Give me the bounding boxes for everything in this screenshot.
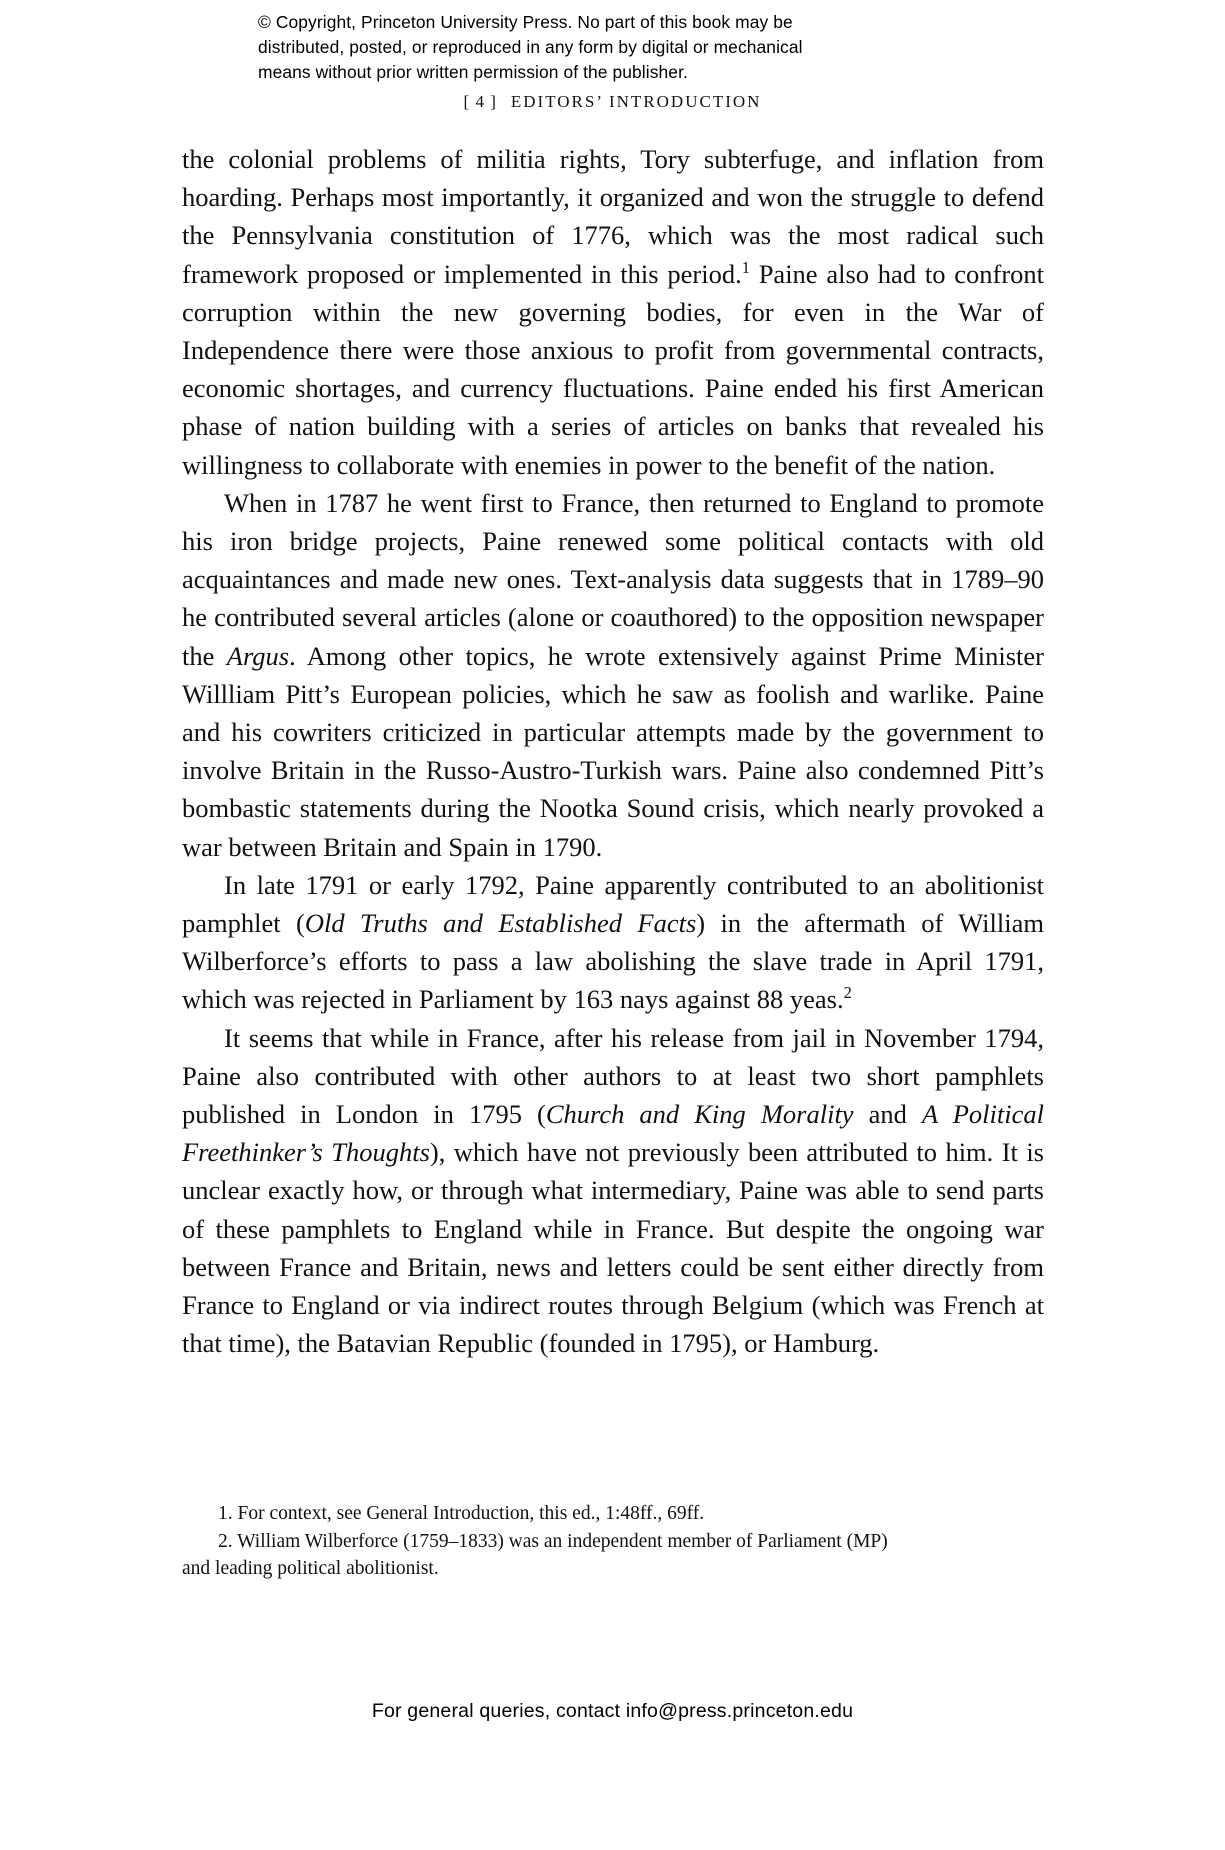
title-old-truths: Old Truths and Established Facts	[304, 908, 697, 939]
title-argus: Argus	[226, 640, 290, 671]
footnote-ref-1[interactable]: 1	[741, 257, 750, 277]
paragraph-4-conjunction: and	[853, 1099, 922, 1130]
footnotes-section	[182, 1500, 1044, 1583]
footnote-2-continued: and leading political abolitionist.	[182, 1558, 439, 1579]
paragraph-4-part-b: ), which have not previously been attributed to him. It is unclear exactly how, or through what intermediary, Paine was able to send parts of these pamphlets to England while in France. But despite the ongoing war between France and Britain, news and letters could be sent either directly from France to England or via indirect routes through Belgium (which was French at that time), the Batavian Republic (founded in 1795), or Hamburg.	[182, 1137, 1044, 1359]
paragraph-1	[182, 140, 1044, 484]
paragraph-3-part-b: ) in the aftermath of William Wilberforce’s efforts to pass a law abolishing the slave trade in April 1791, which was rejected in Parliament by 163 nays against 88 yeas.	[182, 908, 1044, 1015]
paragraph-4	[182, 1019, 1044, 1363]
running-head-title: EDITORS’ INTRODUCTION	[510, 92, 762, 111]
copyright-line-1: © Copyright, Princeton University Press. No part of this book may be	[258, 12, 793, 32]
title-church-and-king-morality: Church and King Morality	[545, 1099, 854, 1130]
footnote-ref-2[interactable]: 2	[843, 983, 852, 1003]
paragraph-2-part-b: . Among other topics, he wrote extensively against Prime Minister Willliam Pitt’s European policies, which he saw as foolish and warlike. Paine and his cowriters criticized in particular attempts made by the government to involve Britain in the Russo-Austro-Turkish wars. Paine also condemned Pitt’s bombastic statements during the Nootka Sound crisis, which nearly provoked a war between Britain and Spain in 1790.	[182, 640, 1045, 862]
paragraph-1-part-b: Paine also had to confront corruption within the new governing bodies, for even in the War of Independence there were those anxious to profit from governmental contracts, economic shortages, and currency fluctuations. Paine ended his first American phase of nation building with a series of articles on banks that revealed his willingness to collaborate with enemies in power to the benefit of the nation.	[182, 258, 1045, 480]
page-footer	[0, 1700, 1225, 1723]
footnote-2: 2. William Wilberforce (1759–1833) was an independent member of Parliament (MP)	[218, 1530, 888, 1552]
footer-text: For general queries, contact info@press.princeton.edu	[371, 1700, 854, 1722]
paragraph-2-part-a: When in 1787 he went first to France, then returned to England to promote his iron bridge projects, Paine renewed some political contacts with old acquaintances and made new ones. Text-analysis data suggests that in 1789–90 he contributed several articles (alone or coauthored) to the opposition newspaper the	[182, 487, 1044, 671]
paragraph-3	[182, 866, 1044, 1019]
page-folio: [ 4 ]	[463, 92, 497, 111]
paragraph-3-part-a: In late 1791 or early 1792, Paine apparently contributed to an abolitionist pamphlet (	[182, 869, 1044, 939]
copyright-line-2: distributed, posted, or reproduced in any form by digital or mechanical	[258, 37, 803, 58]
running-head	[0, 92, 1225, 112]
footnote-1: 1. For context, see General Introduction, this ed., 1:48ff., 69ff.	[218, 1503, 705, 1524]
paragraph-4-part-a: It seems that while in France, after his release from jail in November 1794, Paine also contributed with other authors to at least two short pamphlets published in London in 1795 (	[182, 1022, 1044, 1130]
copyright-notice	[258, 10, 958, 86]
paragraph-1-part-a: the colonial problems of militia rights, Tory subterfuge, and inflation from hoarding. Perhaps most importantly, it organized and won the struggle to defend the Pennsylvania constitution of 1776, which was the most radical such framework proposed or implemented in this period.	[182, 144, 1044, 289]
paragraph-2	[182, 484, 1044, 866]
body-text	[182, 140, 1044, 1363]
title-political-freethinkers-thoughts: A Political Freethinker’s Thoughts	[182, 1099, 1044, 1168]
copyright-line-3: means without prior written permission of the publisher.	[258, 62, 688, 83]
